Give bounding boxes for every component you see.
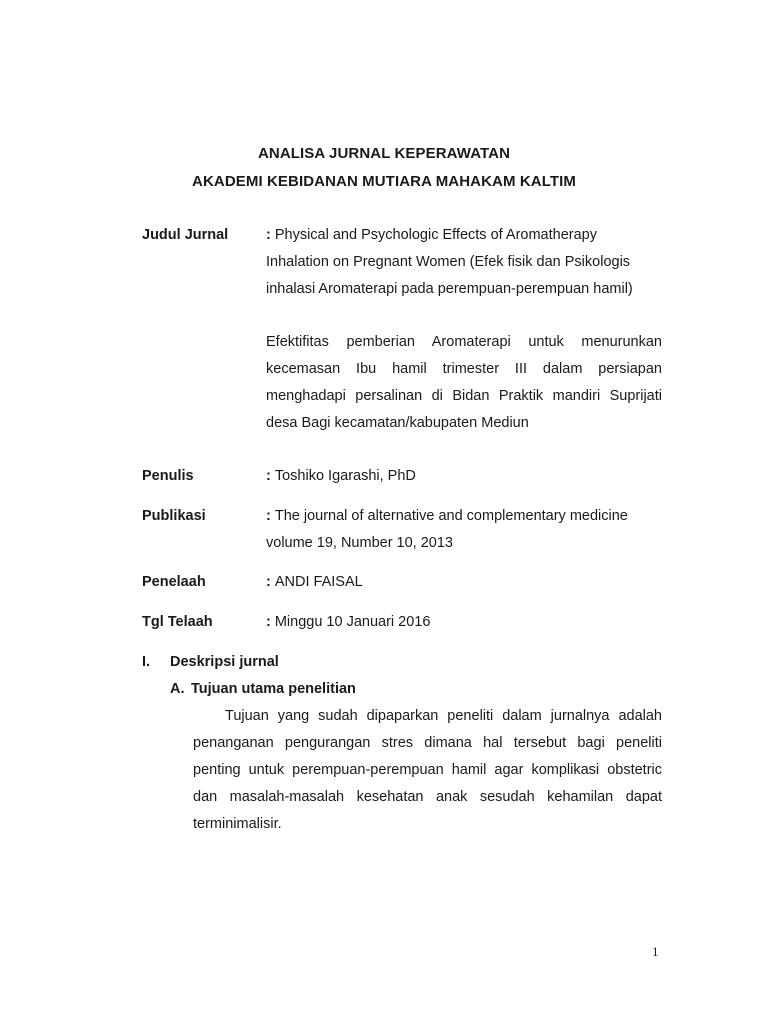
subsection-letter: A. [170, 681, 185, 697]
body-paragraph [193, 703, 662, 838]
penelaah-value: : ANDI FAISAL [266, 574, 363, 590]
penulis-value: : Toshiko Igarashi, PhD [266, 468, 416, 484]
translation-line: desa Bagi kecamatan/kabupaten Mediun [266, 415, 529, 431]
tgl-telaah-label: Tgl Telaah [142, 614, 213, 630]
judul-jurnal-label: Judul Jurnal [142, 227, 229, 243]
penelaah-label: Penelaah [142, 574, 206, 590]
subsection-title: Tujuan utama penelitian [191, 681, 356, 697]
subsection-heading [170, 681, 356, 697]
page-number: 1 [652, 944, 659, 959]
paragraph-line: penting untuk perempuan-perempuan hamil agar komplikasi obstetric [193, 762, 662, 778]
section-heading [142, 654, 279, 670]
section-title: Deskripsi jurnal [170, 654, 279, 670]
colon: : [266, 468, 271, 484]
judul-line: inhalasi Aromaterapi pada perempuan-perempuan hamil) [266, 281, 633, 297]
tgl-telaah-value: : Minggu 10 Januari 2016 [266, 614, 431, 630]
publikasi-label: Publikasi [142, 508, 206, 524]
penulis-label: Penulis [142, 468, 194, 484]
paragraph-line: dan masalah-masalah kesehatan anak sesudah kehamilan dapat [193, 789, 662, 805]
colon: : [266, 614, 271, 630]
colon: : [266, 227, 271, 243]
paragraph-line: penanganan pengurangan stres dimana hal tersebut bagi peneliti [193, 735, 662, 751]
colon: : [266, 574, 271, 590]
document-subtitle: AKADEMI KEBIDANAN MUTIARA MAHAKAM KALTIM [192, 173, 576, 190]
publikasi-value: : The journal of alternative and complementary medicine volume 19, Number 10, 2013 [266, 503, 662, 557]
section-number: I. [142, 654, 151, 670]
judul-jurnal-translation [266, 329, 662, 437]
colon: : [266, 508, 271, 524]
translation-line: Efektifitas pemberian Aromaterapi untuk menurunkan [266, 334, 662, 350]
translation-line: menghadapi persalinan di Bidan Praktik mandiri Suprijati [266, 388, 662, 404]
publikasi-line: volume 19, Number 10, 2013 [266, 535, 453, 551]
judul-line: Inhalation on Pregnant Women (Efek fisik dan Psikologis [266, 254, 631, 270]
judul-jurnal-value [266, 222, 662, 303]
judul-line: : Physical and Psychologic Effects of Aromatherapy [266, 227, 597, 243]
document-title: ANALISA JURNAL KEPERAWATAN [257, 145, 511, 162]
paragraph-line: terminimalisir. [193, 816, 282, 832]
translation-line: kecemasan Ibu hamil trimester III dalam persiapan [266, 361, 662, 377]
paragraph-line: Tujuan yang sudah dipaparkan peneliti dalam jurnalnya adalah [225, 708, 662, 724]
